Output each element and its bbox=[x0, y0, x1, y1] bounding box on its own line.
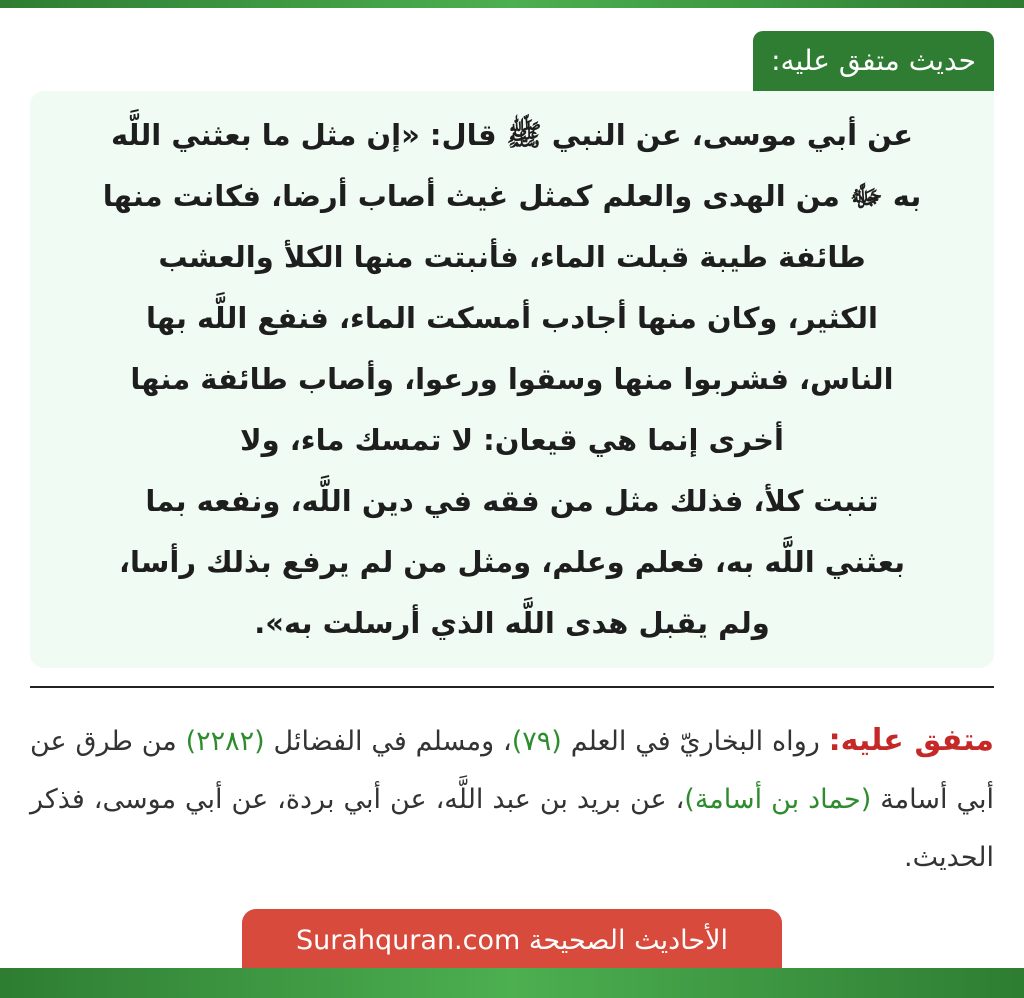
hadith-line: أخرى إنما هي قيعان: لا تمسك ماء، ولا bbox=[240, 423, 784, 457]
hadith-line: ولم يقبل هدى اللَّه الذي أرسلت به». bbox=[254, 606, 770, 640]
divider bbox=[30, 686, 994, 688]
section-title-tag: حديث متفق عليه: bbox=[753, 31, 994, 91]
bukhari-reference: (٧٩) bbox=[511, 726, 562, 757]
takhrij-text: رواه البخاريّ في العلم bbox=[561, 726, 820, 757]
hadith-line: تنبت كلأ، فذلك مثل من فقه في دين اللَّه، ونفعه بما bbox=[145, 484, 879, 518]
hadith-line: بعثني اللَّه به، فعلم وعلم، ومثل من لم يرفع بذلك رأسا، bbox=[118, 545, 906, 579]
hadith-line: الكثير، وكان منها أجادب أمسكت الماء، فنفع اللَّه بها bbox=[146, 301, 878, 335]
hadith-line: الناس، فشربوا منها وسقوا ورعوا، وأصاب طائفة منها bbox=[130, 362, 894, 396]
takhrij-paragraph bbox=[30, 712, 994, 887]
site-badge: الأحاديث الصحيحة Surahquran.com bbox=[242, 909, 782, 973]
top-accent-bar bbox=[0, 0, 1024, 8]
narrator-name: (حماد بن أسامة) bbox=[684, 784, 872, 815]
bottom-accent-bar bbox=[0, 968, 1024, 998]
hadith-line: عن أبي موسى، عن النبي ﷺ قال: «إن مثل ما بعثني اللَّه bbox=[110, 118, 914, 152]
takhrij-text: ، ومسلم في الفضائل bbox=[264, 726, 512, 757]
takhrij-text: ، عن بريد بن عبد اللَّه، عن أبي بردة، عن أبي موسى، فذكر الحديث. bbox=[30, 784, 994, 873]
hadith-line: به ﷻ من الهدى والعلم كمثل غيث أصاب أرضا، فكانت منها bbox=[102, 179, 922, 213]
takhrij-text: من طرق عن أبي أسامة bbox=[30, 726, 994, 815]
hadith-line: طائفة طيبة قبلت الماء، فأنبتت منها الكلأ والعشب bbox=[158, 240, 866, 274]
hadith-text bbox=[60, 105, 964, 654]
muslim-reference: (٢٢٨٢) bbox=[185, 726, 265, 757]
hadith-box bbox=[30, 91, 994, 668]
takhrij-label: متفق عليه: bbox=[828, 723, 994, 758]
